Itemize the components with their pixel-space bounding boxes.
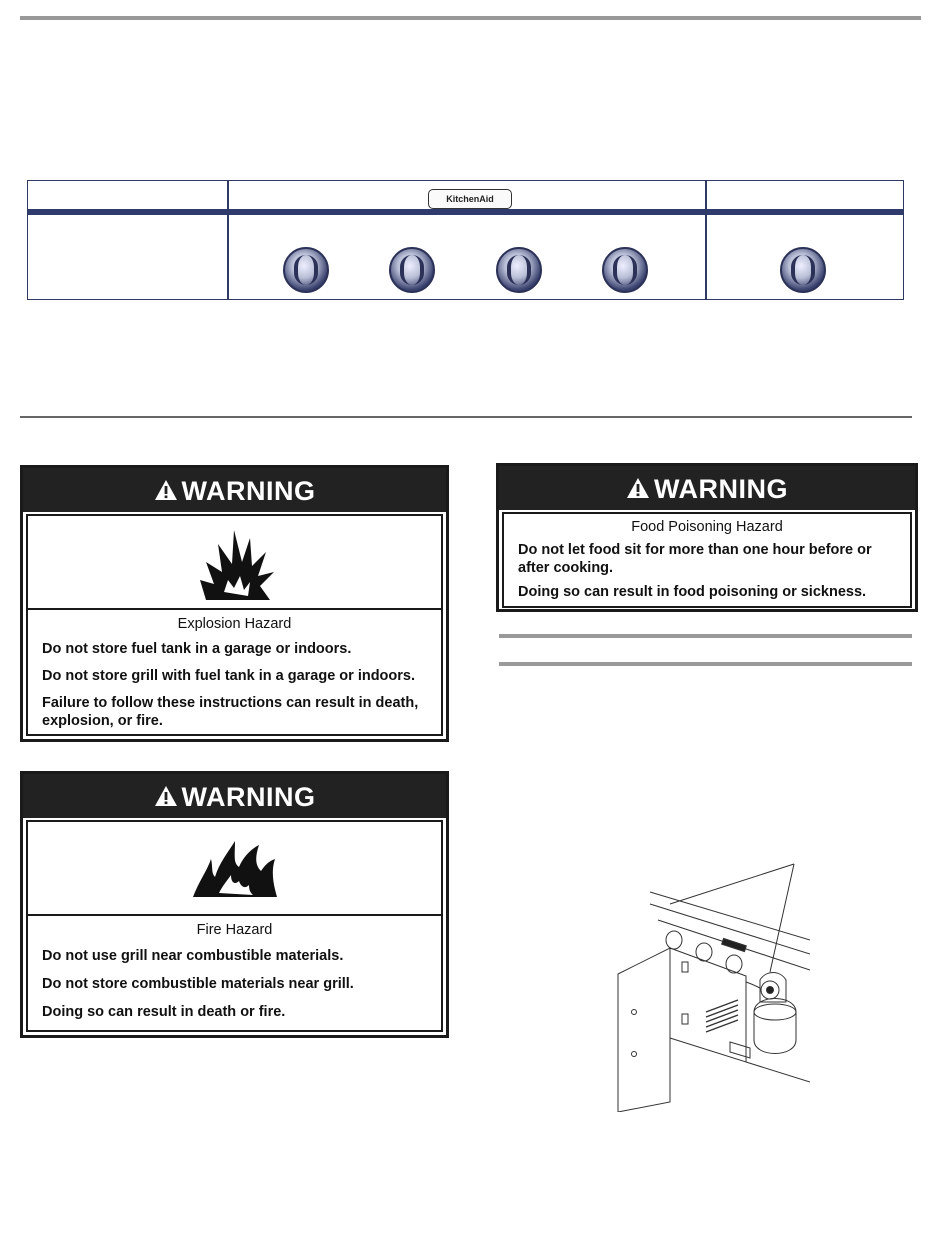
warning-line: Doing so can result in death or fire. [42, 1004, 286, 1020]
fire-icon-box [28, 822, 441, 916]
explosion-warning-box [20, 465, 449, 742]
warning-line: Doing so can result in food poisoning or sickness. [518, 584, 867, 600]
warning-triangle-icon [154, 785, 178, 807]
warning-header: WARNING [499, 466, 915, 510]
explosion-icon [194, 522, 276, 602]
right-rule-2 [499, 662, 912, 666]
warning-line: Do not use grill near combustible materials. [42, 948, 344, 964]
food-poisoning-warning-box [496, 463, 918, 612]
panel-stripe [28, 209, 903, 215]
warning-triangle-icon [626, 477, 650, 499]
warning-body [26, 820, 443, 1032]
burner-knob-2 [389, 247, 435, 293]
warning-triangle-icon [154, 479, 178, 501]
burner-knob-3 [496, 247, 542, 293]
explosion-icon-box [28, 516, 441, 610]
warning-header: WARNING [23, 468, 446, 512]
warning-body [26, 514, 443, 736]
panel-divider-right [705, 181, 707, 299]
panel-divider-left [227, 181, 229, 299]
burner-knob-4 [602, 247, 648, 293]
warning-body [502, 512, 912, 608]
fire-icon [189, 837, 281, 899]
warning-line: Do not let food sit for more than one hour before or after cooking. [518, 542, 872, 576]
burner-knob-1 [283, 247, 329, 293]
side-burner-knob [780, 247, 826, 293]
hazard-title: Explosion Hazard [177, 616, 292, 632]
warning-line: Do not store grill with fuel tank in a garage or indoors. [42, 668, 416, 684]
section-rule [20, 416, 912, 418]
right-rule-1 [499, 634, 912, 638]
warning-line: Failure to follow these instructions can result in death, explosion, or fire. [42, 695, 419, 729]
grill-control-panel-illustration [27, 180, 904, 300]
top-rule [20, 16, 921, 20]
kitchenaid-logo: KitchenAid [428, 189, 512, 209]
hazard-title: Fire Hazard [196, 922, 273, 938]
grill-fuel-tank-illustration [610, 862, 810, 1112]
warning-header: WARNING [23, 774, 446, 818]
warning-line: Do not store fuel tank in a garage or indoors. [42, 641, 352, 657]
fire-warning-box [20, 771, 449, 1038]
warning-line: Do not store combustible materials near grill. [42, 976, 354, 992]
hazard-title: Food Poisoning Hazard [631, 519, 783, 535]
